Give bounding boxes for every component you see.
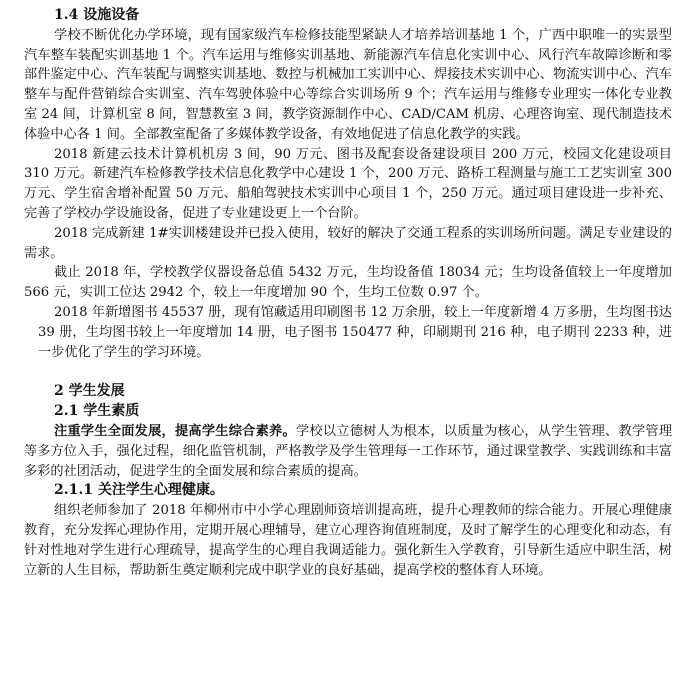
- paragraph-student-quality: [24, 422, 672, 481]
- paragraph-training-bases: 学校不断优化办学环境，现有国家级汽车检修技能型紧缺人才培养培训基地 1 个，广西中职唯一的实景型汽车整车装配实训基地 1 个。汽车运用与维修实训基地、新能源汽车信息化实训中心、风行汽车故障诊断和零部件鉴定中心、汽车装配与调整实训基地、数控与机械加工实训中心、焊接技术实训中心、物流实训中心、汽车整车与配件营销综合实训室、汽车驾驶体验中心等综合实训场所 9 个；汽车运用与维修专业理实一体化专业教室 24 间，计算机室 8 间，智慧教室 3 间，教学资源制作中心、CAD/CAM 机房、心理咨询室、现代制造技术体验中心各 1 间。全部教室配备了多媒体教学设备，有效地促进了信息化教学的实践。: [24, 27, 672, 142]
- section-heading-student-development: 2 学生发展: [54, 383, 125, 400]
- section-gap: [24, 362, 672, 382]
- paragraph-2018-projects: 2018 新建云技术计算机机房 3 间，90 万元、图书及配套设备建设项目 200 万元，校园文化建设项目 310 万元。新建汽车检修教学技术信息化教学中心建设 1 个，200 万元、路桥工程测量与施工工艺实训室 300 万元、学生宿舍增补配置 50 万元、船舶驾驶技术实训中心项目 1 个，250 万元。通过项目建设进一步补充、完善了学校办学设施设备，促进了专业建设更上一个台阶。: [24, 146, 672, 221]
- section-heading-facilities: 1.4 设施设备: [54, 7, 140, 23]
- lead-sentence: 注重学生全面发展，提高学生综合素养。: [54, 423, 296, 439]
- paragraph-training-building: 2018 完成新建 1#实训楼建设并已投入使用，较好的解决了交通工程系的实训场所问题。满足专业建设的需求。: [24, 225, 672, 261]
- paragraph-body: 学校以立德树人为根本，以质量为核心，从学生管理、教学管理等多方位入手，强化过程，细化监管机制，严格教学及学生管理每一工作环节，通过课堂教学、实践训练和丰富多彩的社团活动，促进学生的全面发展和综合素质的提高。: [24, 423, 673, 479]
- subsection-heading-mental-health: 2.1.1 关注学生心理健康。: [54, 482, 224, 499]
- paragraph-library: 2018 年新增图书 45537 册，现有馆藏适用印刷图书 12 万余册，较上一年度新增 4 万多册，生均图书达 39 册，生均图书较上一年度增加 14 册，电子图书 150477 种，印刷期刊 216 种，电子期刊 2233 种，进一步优化了学生的学习环境。: [38, 304, 672, 360]
- document-body: [24, 6, 672, 580]
- paragraph-mental-health: 组织老师参加了 2018 年柳州市中小学心理剧师资培训提高班，提升心理教师的综合能力。开展心理健康教育，充分发挥心理协作用，定期开展心理辅导，建立心理咨询值班制度，及时了解学生的心理变化和动态，有针对性地对学生进行心理疏导，提高学生的心理自我调适能力。强化新生入学教育，引导新生适应中职生活，树立新的人生目标，帮助新生奠定顺利完成中职学业的良好基础，提高学校的整体育人环境。: [24, 503, 672, 578]
- subsection-heading-student-quality: 2.1 学生素质: [54, 403, 140, 420]
- paragraph-equipment-value: 截止 2018 年，学校教学仪器设备总值 5432 万元，生均设备值 18034 元；生均设备值较上一年度增加 566 元，实训工位达 2942 个，较上一年度增加 90 个，生均工位数 0.97 个。: [24, 265, 672, 301]
